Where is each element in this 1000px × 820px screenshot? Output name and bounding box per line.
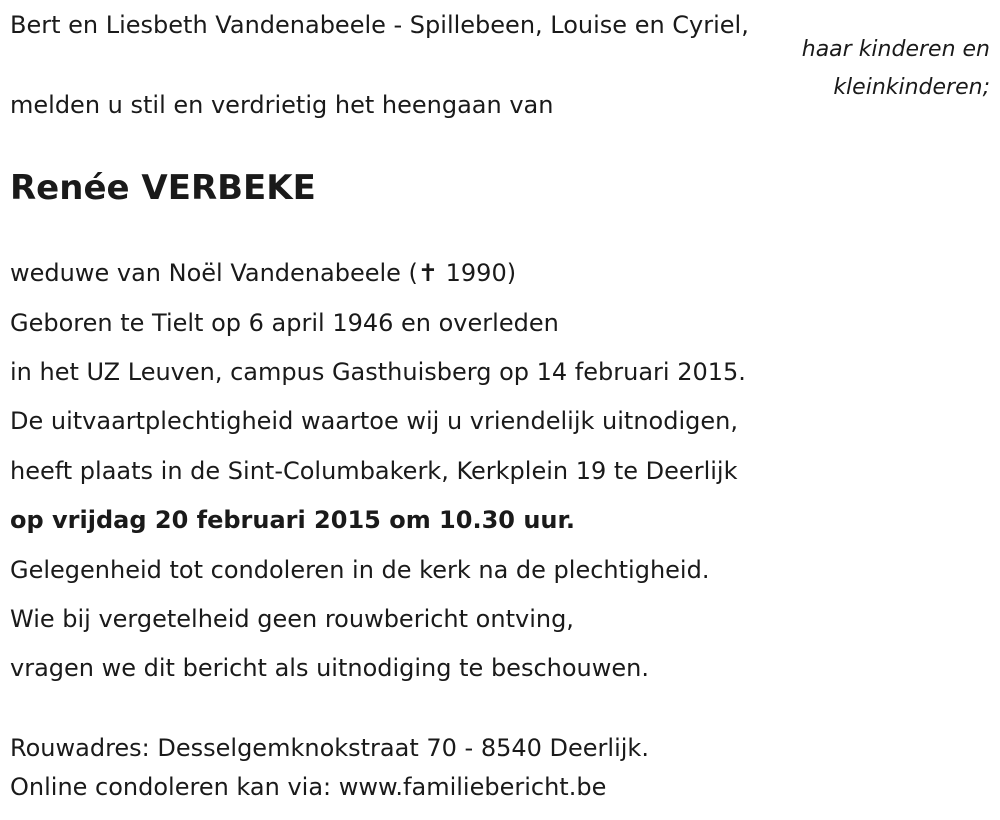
body-line: vragen we dit bericht als uitnodiging te beschouwen. xyxy=(10,654,649,682)
service-datetime: op vrijdag 20 februari 2015 om 10.30 uur. xyxy=(10,506,576,534)
online-condolence: Online condoleren kan via: www.familiebericht.be xyxy=(10,773,607,801)
intro-line: melden u stil en verdrietig het heengaan van xyxy=(10,91,554,119)
body-line: weduwe van Noël Vandenabeele (✝ 1990) xyxy=(10,259,517,287)
body-line: Gelegenheid tot condoleren in de kerk na de plechtigheid. xyxy=(10,556,710,584)
deceased-name: Renée VERBEKE xyxy=(10,168,316,208)
announcers-extra-line-1: haar kinderen en xyxy=(801,37,990,62)
body-line: Geboren te Tielt op 6 april 1946 en overleden xyxy=(10,309,559,337)
announcers-extra-line-2: kleinkinderen; xyxy=(833,75,990,100)
body-line: Wie bij vergetelheid geen rouwbericht ontving, xyxy=(10,605,574,633)
mourning-address: Rouwadres: Desselgemknokstraat 70 - 8540 Deerlijk. xyxy=(10,734,649,762)
body-line: in het UZ Leuven, campus Gasthuisberg op 14 februari 2015. xyxy=(10,358,746,386)
body-line: De uitvaartplechtigheid waartoe wij u vriendelijk uitnodigen, xyxy=(10,407,738,435)
body-line: heeft plaats in de Sint-Columbakerk, Kerkplein 19 te Deerlijk xyxy=(10,457,738,485)
announcers-line: Bert en Liesbeth Vandenabeele - Spillebeen, Louise en Cyriel, xyxy=(10,11,749,39)
